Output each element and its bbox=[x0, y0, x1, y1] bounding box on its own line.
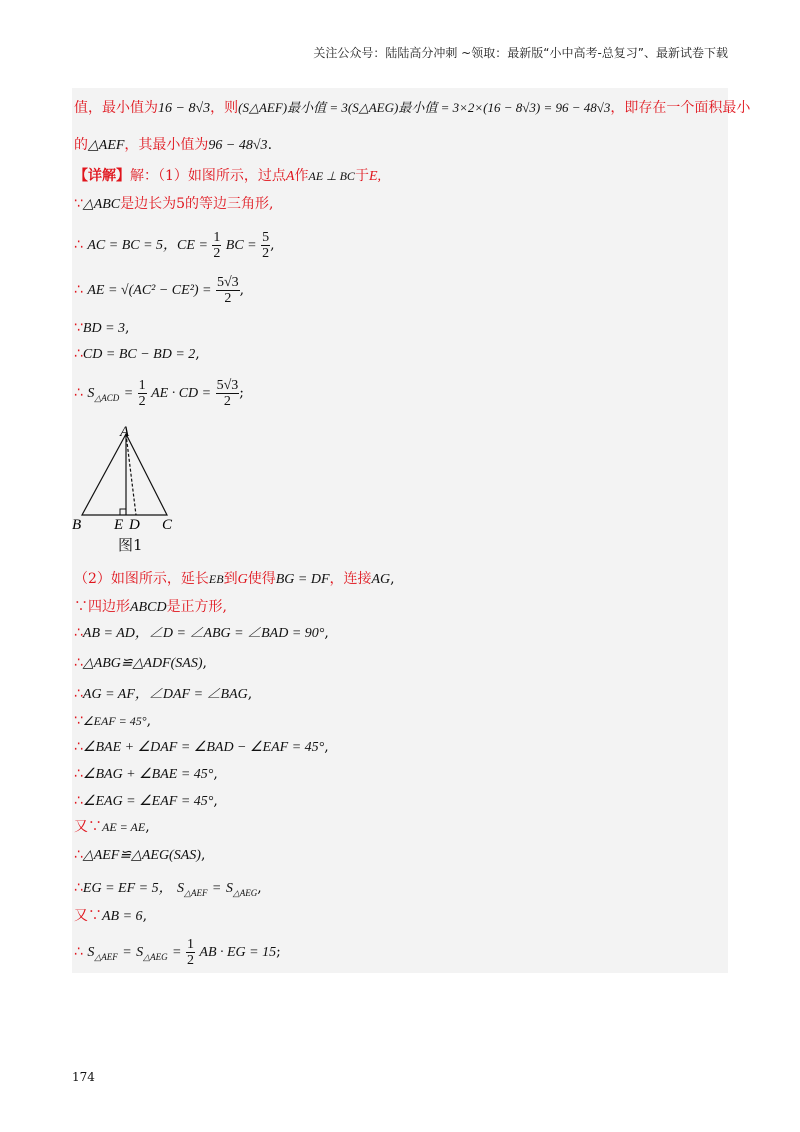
area-symbol: S bbox=[87, 945, 95, 960]
therefore-symbol: ∴ bbox=[74, 739, 83, 755]
therefore-symbol: ∴ bbox=[74, 686, 83, 702]
math-expression: ∠EAF = 45° bbox=[82, 714, 147, 728]
triangle-abc bbox=[82, 434, 167, 515]
math-expression: △ABG≌△ADF(SAS) bbox=[82, 656, 203, 671]
fraction: $\frac{5}{2}$ bbox=[262, 229, 270, 261]
subscript: △AEF bbox=[94, 951, 118, 962]
fraction: $\frac{5√3}{2}$ bbox=[216, 377, 239, 409]
text-segment: 又∵ bbox=[74, 819, 102, 835]
figure-caption: 图1 bbox=[118, 536, 143, 554]
solution-line-7 bbox=[74, 318, 129, 339]
because-symbol: ∵ bbox=[74, 320, 83, 336]
punctuation: , bbox=[239, 282, 245, 298]
solution-line-2 bbox=[74, 135, 272, 156]
math-expression: CD = BC − BD = 2 bbox=[82, 347, 196, 362]
math-expression: △ABC bbox=[82, 197, 121, 212]
text-segment: 值，最小值为 bbox=[74, 100, 158, 116]
math-expression: 16 − 8√3 bbox=[158, 101, 211, 116]
text-segment: 又∵ bbox=[74, 908, 102, 924]
because-symbol: ∵ bbox=[74, 713, 83, 729]
punctuation: , bbox=[324, 625, 329, 641]
area-symbol: S bbox=[87, 386, 95, 401]
solution-line-9 bbox=[74, 375, 244, 416]
math-expression: (S△AEF)最小值 = 3(S△AEG)最小值 = 3×2×(16 − 8√3) = 96 − 48√3 bbox=[238, 100, 611, 115]
therefore-symbol: ∴ bbox=[74, 385, 83, 401]
solution-line-14 bbox=[74, 684, 252, 705]
math-expression: BD = 3 bbox=[82, 321, 126, 336]
fraction: $\frac{1}{2}$ bbox=[138, 377, 146, 409]
math-expression: G bbox=[237, 572, 248, 587]
fraction: $\frac{1}{2}$ bbox=[213, 229, 221, 261]
therefore-symbol: ∴ bbox=[74, 880, 83, 896]
therefore-symbol: ∴ bbox=[74, 655, 83, 671]
label-c: C bbox=[162, 517, 173, 533]
therefore-symbol: ∴ bbox=[74, 766, 83, 782]
math-expression: 96 − 48√3 bbox=[208, 138, 268, 153]
solution-line-16 bbox=[74, 737, 329, 758]
label-d: D bbox=[129, 517, 140, 533]
math-expression: A bbox=[285, 169, 295, 184]
therefore-symbol: ∴ bbox=[74, 346, 83, 362]
because-symbol: ∵ bbox=[74, 196, 83, 212]
punctuation: , bbox=[213, 766, 218, 782]
punctuation: , bbox=[142, 908, 148, 924]
math-expression: ∠BAG + ∠BAE = 45° bbox=[82, 767, 214, 782]
punctuation: , bbox=[213, 793, 218, 809]
math-expression: AE = AE bbox=[102, 820, 146, 834]
math-expression: BC = bbox=[225, 238, 257, 253]
area-symbol: S bbox=[225, 881, 233, 896]
text-segment: 是边长为5的等边三角形, bbox=[120, 196, 274, 212]
solution-line-12 bbox=[74, 623, 329, 644]
math-expression: AC = BC = 5，CE = bbox=[87, 238, 208, 253]
solution-line-6 bbox=[74, 272, 244, 309]
text-segment: 使得 bbox=[247, 571, 276, 587]
math-expression: ∠BAE + ∠DAF = ∠BAD − ∠EAF = 45° bbox=[82, 740, 325, 755]
therefore-symbol: ∴ bbox=[74, 282, 83, 298]
math-expression: = bbox=[172, 945, 182, 960]
punctuation: ; bbox=[239, 385, 244, 401]
detail-heading: 【详解】 bbox=[74, 168, 130, 184]
solution-line-1 bbox=[74, 98, 750, 119]
math-expression: AE = √(AC² − CE²) = bbox=[87, 283, 212, 298]
text-segment: 解：（1）如图所示，过点 bbox=[130, 168, 286, 184]
math-expression: △AEF bbox=[88, 138, 125, 153]
text-segment: ，即存在一个面积最小 bbox=[610, 100, 751, 116]
punctuation: , bbox=[390, 571, 395, 587]
solution-line-4 bbox=[74, 194, 274, 215]
therefore-symbol: ∴ bbox=[74, 237, 83, 253]
therefore-symbol: ∴ bbox=[74, 625, 83, 641]
page-header: 关注公众号：陆陆高分冲刺 ~领取：最新版“小中高考-总复习”、最新试卷下载 bbox=[313, 46, 728, 60]
solution-line-20 bbox=[74, 845, 205, 866]
area-symbol: S bbox=[136, 945, 144, 960]
solution-line-10 bbox=[74, 569, 395, 590]
subscript: △AEG bbox=[232, 887, 258, 898]
math-expression: AB = AD，∠D = ∠ABG = ∠BAD = 90° bbox=[82, 626, 325, 641]
math-expression: ∠EAG = ∠EAF = 45° bbox=[82, 794, 214, 809]
math-expression: AG bbox=[371, 572, 391, 587]
segment-ad bbox=[126, 434, 136, 515]
therefore-symbol: ∴ bbox=[74, 847, 83, 863]
solution-line-18 bbox=[74, 791, 218, 812]
math-expression: AB = 6 bbox=[102, 909, 143, 924]
therefore-symbol: ∴ bbox=[74, 944, 83, 960]
subscript: △ACD bbox=[94, 392, 120, 403]
text-segment: 是正方形, bbox=[166, 599, 228, 615]
math-expression: ABCD bbox=[130, 600, 167, 615]
punctuation: , bbox=[257, 880, 262, 896]
math-expression: AE ⊥ BC bbox=[308, 169, 355, 183]
label-b: B bbox=[72, 517, 82, 533]
text-segment: 到 bbox=[223, 571, 238, 587]
punctuation: , bbox=[324, 739, 329, 755]
punctuation: , bbox=[270, 237, 275, 253]
text-segment: ∵四边形 bbox=[74, 599, 130, 615]
solution-line-21 bbox=[74, 878, 262, 903]
punctuation: , bbox=[200, 847, 206, 863]
solution-line-19 bbox=[74, 817, 150, 837]
text-segment: ，则 bbox=[210, 100, 239, 116]
text-segment: 于 bbox=[354, 168, 369, 184]
text-segment: 的 bbox=[74, 137, 88, 153]
therefore-symbol: ∴ bbox=[74, 793, 83, 809]
math-expression: EG = EF = 5， bbox=[82, 881, 173, 896]
solution-line-15 bbox=[74, 711, 151, 731]
subscript: △AEF bbox=[184, 887, 208, 898]
label-e: E bbox=[114, 517, 124, 533]
punctuation: , bbox=[125, 320, 130, 336]
punctuation: , bbox=[247, 686, 253, 702]
text-segment: （2）如图所示，延长 bbox=[74, 571, 209, 587]
math-expression: = bbox=[123, 386, 134, 401]
text-segment: 作 bbox=[294, 168, 309, 184]
text-segment: ，连接 bbox=[329, 571, 372, 587]
fraction: $\frac{5√3}{2}$ bbox=[216, 274, 239, 306]
solution-line-5 bbox=[74, 228, 275, 263]
area-symbol: S bbox=[177, 881, 185, 896]
punctuation: , bbox=[195, 346, 200, 362]
label-a: A bbox=[120, 424, 130, 440]
solution-line-17 bbox=[74, 764, 218, 785]
right-angle-mark bbox=[120, 509, 126, 515]
punctuation: . bbox=[267, 137, 273, 153]
solution-line-11 bbox=[74, 597, 227, 618]
punctuation: , bbox=[145, 819, 150, 835]
math-expression: = bbox=[122, 945, 132, 960]
math-expression: AB · EG = 15 bbox=[199, 945, 277, 960]
math-expression: EB bbox=[208, 572, 224, 586]
punctuation: ; bbox=[276, 944, 281, 960]
subscript: △AEG bbox=[143, 951, 168, 962]
math-expression: AG = AF，∠DAF = ∠BAG bbox=[82, 687, 248, 702]
math-expression: BG = DF bbox=[275, 572, 330, 587]
solution-line-23 bbox=[74, 934, 281, 975]
solution-line-8 bbox=[74, 344, 200, 365]
math-expression: E, bbox=[368, 169, 381, 184]
punctuation: , bbox=[202, 655, 207, 671]
math-expression: = bbox=[211, 881, 222, 896]
solution-line-13 bbox=[74, 653, 207, 674]
punctuation: , bbox=[146, 713, 152, 729]
page-number: 174 bbox=[72, 1070, 95, 1084]
solution-line-22 bbox=[74, 906, 147, 927]
math-expression: AE · CD = bbox=[151, 386, 212, 401]
text-segment: ，其最小值为 bbox=[124, 137, 209, 153]
fraction: $\frac{1}{2}$ bbox=[186, 936, 194, 968]
solution-line-3 bbox=[74, 166, 381, 187]
math-expression: △AEF≌△AEG(SAS) bbox=[82, 848, 201, 863]
